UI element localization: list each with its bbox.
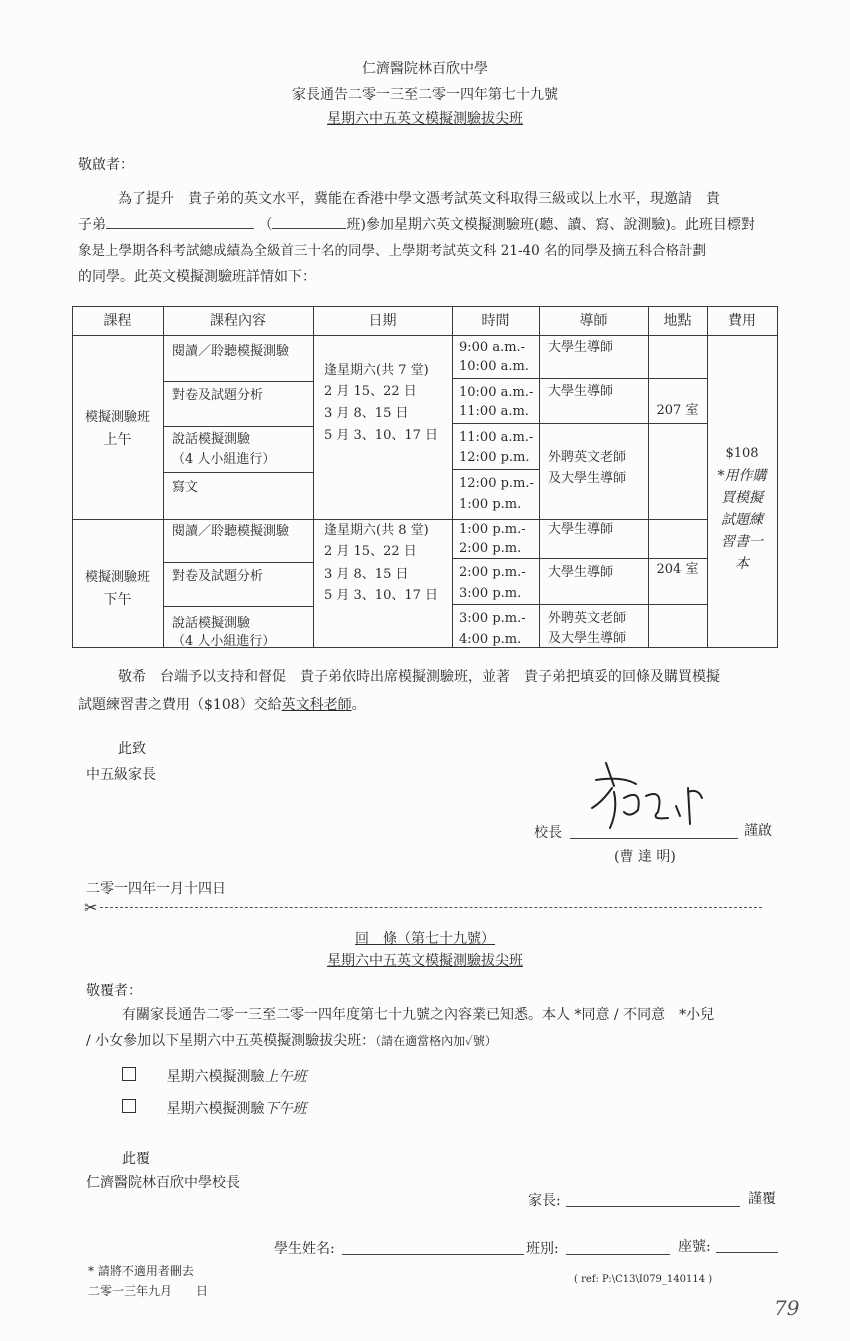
pm-time-1a: 1:00 p.m.- [459, 522, 526, 537]
salutation: 敬啟者： [78, 157, 134, 173]
pm-time-1b: 2:00 p.m. [459, 541, 522, 556]
pm-time-3b: 4:00 p.m. [459, 632, 522, 647]
pm-course-name: 模擬測驗班 [84, 570, 150, 585]
closing-line-2c: 。 [351, 697, 366, 713]
header-date: 日期 [368, 313, 397, 329]
intro-line-1: 為了提升 貴子弟的英文水平，冀能在香港中學文憑考試英文科取得三級或以上水平，現邀請 貴 [118, 191, 720, 207]
schedule-table [72, 306, 778, 648]
student-name-field[interactable] [342, 1254, 524, 1255]
pm-content-group: （4 人小組進行） [172, 634, 276, 649]
reply-line-2-text: / 小女參加以下星期六中五英模擬測驗拔尖班： [86, 1033, 376, 1049]
pm-content-reading: 閱讀／聆聽模擬測驗 [172, 524, 290, 539]
fee-note-4: 習書一 [721, 534, 763, 550]
principal-signature-line [570, 838, 738, 839]
notice-date: 二零一四年一月十四日 [86, 881, 226, 897]
am-time-3a: 11:00 a.m.- [459, 430, 534, 445]
header-content: 課程內容 [210, 313, 266, 329]
header-time: 時間 [481, 313, 510, 329]
closing-teacher: 英文科老師 [281, 697, 352, 713]
closing-line-2 [78, 692, 366, 718]
delete-note: * 請將不適用者刪去 [88, 1264, 194, 1278]
pm-content-speaking: 說話模擬測驗 [172, 616, 251, 631]
class-field[interactable] [566, 1254, 670, 1255]
notice-number: 家長通告二零一三至二零一四年第七十九號 [292, 87, 558, 103]
am-time-4a: 12:00 p.m.- [459, 476, 534, 491]
cut-line [100, 907, 762, 908]
class-blank [272, 228, 346, 229]
option-pm[interactable] [122, 1098, 306, 1118]
fee-amount: $108 [725, 446, 759, 461]
intro-line-3: 象是上學期各科考試總成績為全級首三十名的同學、上學期考試英文科 21-40 名的同學及摘五科合格計劃 [78, 243, 706, 259]
pm-date-feb: 2 月 15、22 日 [324, 544, 417, 559]
school-name: 仁濟醫院林百欣中學 [362, 61, 488, 77]
fee-note-1: *用作購 [717, 468, 767, 484]
fee-note-3: 試題練 [721, 512, 763, 528]
ci-fu: 此覆 [122, 1151, 150, 1167]
pm-date-may: 5 月 3、10、17 日 [324, 588, 439, 603]
pm-tutor-3b: 及大學生導師 [548, 631, 627, 646]
am-time-3b: 12:00 p.m. [459, 450, 530, 465]
intro-line-2a: 子弟 [78, 217, 106, 233]
reference-code: ( ref: P:\C13\I079_140114 ) [574, 1274, 713, 1285]
pm-time-2b: 3:00 p.m. [459, 586, 522, 601]
principal-signature [584, 758, 714, 838]
reply-line-1: 有關家長通告二零一三至二零一四年度第七十九號之內容業已知悉。本人 *同意 / 不同意 *小兒 [122, 1007, 715, 1023]
am-checkbox[interactable] [122, 1067, 136, 1081]
am-content-group: （4 人小組進行） [172, 452, 276, 467]
class-label: 班別: [526, 1241, 559, 1257]
reply-salutation: 敬覆者： [86, 983, 142, 999]
header-course: 課程 [103, 313, 132, 329]
reply-line-2-note: （請在適當格內加✓號） [375, 1034, 497, 1048]
addressee: 中五級家長 [86, 767, 156, 783]
am-time-4b: 1:00 p.m. [459, 497, 522, 512]
intro-line-2 [78, 212, 755, 238]
parent-label: 家長: [528, 1193, 561, 1209]
pm-tutor-2: 大學生導師 [548, 565, 614, 580]
fee-note-5: 本 [735, 556, 749, 572]
am-tutor-2: 大學生導師 [548, 384, 614, 399]
am-content-analysis: 對卷及試題分析 [172, 388, 264, 403]
intro-line-2b: （ [258, 217, 273, 233]
pm-tutor-3a: 外聘英文老師 [548, 611, 627, 626]
pm-date-mar: 3 月 8、15 日 [324, 567, 409, 582]
student-name-label: 學生姓名: [274, 1241, 335, 1257]
ci-zhi: 此致 [118, 741, 146, 757]
option-pm-suffix: 下午班 [264, 1101, 307, 1117]
am-content-reading: 閱讀／聆聽模擬測驗 [172, 344, 290, 359]
pm-content-analysis: 對卷及試題分析 [172, 569, 264, 584]
am-course-session: 上午 [103, 432, 132, 448]
am-content-writing: 寫文 [172, 480, 199, 495]
jin-qi: 謹啟 [744, 823, 772, 839]
closing-line-1: 敬希 台端予以支持和督促 貴子弟依時出席模擬測驗班，並著 貴子弟把填妥的回條及購買模擬 [118, 669, 720, 685]
am-date-mar: 3 月 8、15 日 [324, 406, 409, 421]
am-date-feb: 2 月 15、22 日 [324, 384, 417, 399]
header-tutor: 導師 [579, 313, 608, 329]
parent-signature-field[interactable] [566, 1206, 740, 1207]
pm-room: 204 室 [656, 562, 699, 577]
page-mark: 79 [774, 1296, 800, 1320]
reply-line-2 [86, 1028, 497, 1054]
am-date-may: 5 月 3、10、17 日 [324, 428, 439, 443]
reply-addressee: 仁濟醫院林百欣中學校長 [86, 1175, 240, 1191]
am-tutor-1: 大學生導師 [548, 340, 614, 355]
pm-course-session: 下午 [103, 592, 132, 608]
pm-time-2a: 2:00 p.m.- [459, 565, 526, 580]
reply-title: 回 條（第七十九號） [355, 931, 495, 947]
am-tutor-3a: 外聘英文老師 [548, 450, 627, 465]
intro-line-2c: 班)參加星期六英文模擬測驗班(聽、讀、寫、說測驗)。此班目標對 [346, 217, 755, 233]
seat-label: 座號: [678, 1239, 711, 1255]
seat-field[interactable] [716, 1252, 778, 1253]
option-am-suffix: 上午班 [264, 1069, 307, 1085]
am-time-1b: 10:00 a.m. [459, 359, 529, 374]
am-content-speaking: 說話模擬測驗 [172, 432, 251, 447]
header-venue: 地點 [663, 313, 692, 329]
principal-label: 校長 [534, 825, 562, 841]
principal-name: (曹 達 明) [614, 849, 676, 865]
am-time-2b: 11:00 a.m. [459, 404, 529, 419]
am-room: 207 室 [656, 403, 699, 418]
option-am[interactable] [122, 1066, 306, 1086]
closing-line-2a: 試題練習書之費用（$108）交給 [78, 697, 282, 713]
am-time-1a: 9:00 a.m.- [459, 340, 526, 355]
pm-date-weekly: 逢星期六(共 8 堂) [324, 523, 429, 538]
fee-note-2: 買模擬 [721, 490, 763, 506]
am-tutor-3b: 及大學生導師 [548, 471, 627, 486]
reply-date: 二零一三年九月 日 [88, 1284, 209, 1298]
header-fee: 費用 [728, 313, 756, 329]
reply-subtitle: 星期六中五英文模擬測驗拔尖班 [327, 953, 523, 969]
scissors-icon: ✂ [84, 898, 98, 917]
student-name-blank [106, 228, 254, 229]
am-course-name: 模擬測驗班 [84, 410, 150, 425]
option-am-label: 星期六模擬測驗 [166, 1069, 265, 1085]
am-time-2a: 10:00 a.m.- [459, 385, 534, 400]
pm-tutor-1: 大學生導師 [548, 522, 614, 537]
pm-time-3a: 3:00 p.m.- [459, 611, 526, 626]
notice-title: 星期六中五英文模擬測驗拔尖班 [327, 111, 523, 127]
option-pm-label: 星期六模擬測驗 [166, 1101, 265, 1117]
intro-line-4: 的同學。此英文模擬測驗班詳情如下： [78, 269, 316, 285]
pm-checkbox[interactable] [122, 1099, 136, 1113]
am-date-weekly: 逢星期六(共 7 堂) [324, 363, 429, 378]
jin-fu: 謹覆 [748, 1191, 776, 1207]
